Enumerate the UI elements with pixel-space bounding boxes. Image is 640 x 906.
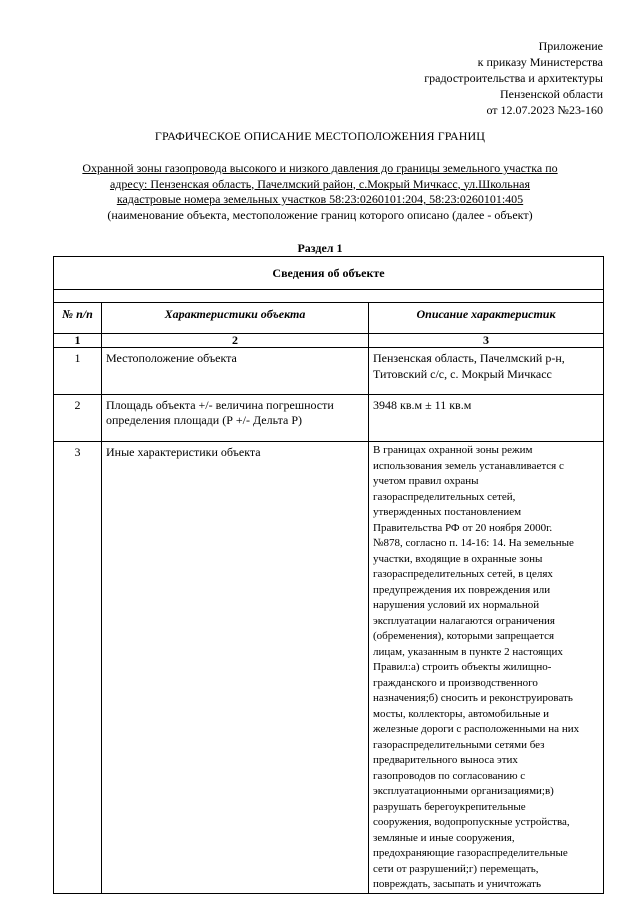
description-line: использования земель устанавливается с xyxy=(373,459,564,472)
description-line: газопроводов по согласованию с xyxy=(373,769,526,782)
header-num: № п/п xyxy=(54,303,102,334)
description-line: мосты, коллекторы, автомобильные и xyxy=(373,707,550,720)
description-line: эксплуатационными организациями;в) xyxy=(373,785,554,797)
table-header-row xyxy=(54,303,604,334)
appendix-line: к приказу Министерства xyxy=(477,55,603,69)
object-name-line: кадастровые номера земельных участков 58:23:0260101:204, 58:23:0260101:405 xyxy=(116,192,524,206)
table-spacer-row xyxy=(54,290,604,303)
appendix-header xyxy=(424,38,603,118)
appendix-line: Пензенской области xyxy=(500,87,603,101)
description-line: №878, согласно п. 14-16: 14. На земельные xyxy=(373,537,574,549)
object-name-line: Охранной зоны газопровода высокого и низкого давления до границы земельного участка по xyxy=(82,161,558,175)
table-row xyxy=(54,348,604,395)
row-description: Пензенская область, Пачелмский р-н, Титовский с/с, с. Мокрый Мичкасс xyxy=(369,348,604,395)
description-line: сооружения, водопропускные устройства, xyxy=(373,816,570,828)
description-line: участки, входящие в охранные зоны xyxy=(373,552,543,565)
description-line: Правил:а) строить объекты жилищно- xyxy=(373,661,552,673)
description-line: учетом правил охраны xyxy=(373,475,479,487)
description-line: (обременения), которыми запрещается xyxy=(373,630,555,642)
description-line: утвержденных постановлением xyxy=(373,506,522,518)
row-characteristic: Площадь объекта +/- величина погрешности определения площади (Р +/- Дельта Р) xyxy=(102,395,369,442)
row-num: 1 xyxy=(54,348,102,395)
description-line: газораспределительных сетей, xyxy=(373,490,516,503)
header-characteristic: Характеристики объекта xyxy=(102,303,369,334)
object-name-line: адресу: Пензенская область, Пачелмский район, с.Мокрый Мичкасс, ул.Школьная xyxy=(109,176,531,191)
table-row xyxy=(54,442,604,894)
description-line: газораспределительных сетей, в целях xyxy=(373,568,553,580)
row-num: 2 xyxy=(54,395,102,442)
description-line: гражданского и производственного xyxy=(373,676,538,689)
description-line: железные дороги с расположенными на них xyxy=(373,723,580,735)
appendix-line: от 12.07.2023 №23-160 xyxy=(486,103,603,117)
col-number: 3 xyxy=(369,334,604,348)
description-line: разрушать берегоукрепительные xyxy=(373,800,526,813)
description-line: Правительства РФ от 20 ноября 2000г. xyxy=(373,521,553,534)
section-title: Раздел 1 xyxy=(297,241,343,255)
column-number-row xyxy=(54,334,604,348)
table-row xyxy=(54,395,604,442)
header-description: Описание характеристик xyxy=(369,303,604,334)
table-caption: Сведения об объекте xyxy=(54,257,604,290)
description-line: повреждать, засыпать и уничтожать xyxy=(373,878,541,890)
description-line: земляные и иные сооружения, xyxy=(373,831,515,844)
appendix-line: градостроительства и архитектуры xyxy=(424,71,603,85)
description-line: нарушения условий их нормальной xyxy=(373,599,540,611)
description-line: газораспределительными сетями без xyxy=(373,738,545,751)
row-num: 3 xyxy=(54,442,102,894)
description-line: предупреждения их повреждения или xyxy=(373,583,551,596)
row-description xyxy=(369,442,604,894)
row-characteristic: Иные характеристики объекта xyxy=(102,442,369,894)
object-name-block xyxy=(48,161,592,223)
document-title: ГРАФИЧЕСКОЕ ОПИСАНИЕ МЕСТОПОЛОЖЕНИЯ ГРАНИЦ xyxy=(154,129,486,143)
description-line: сети от разрушений;г) перемещать, xyxy=(373,862,539,875)
description-line: В границах охранной зоны режим xyxy=(373,444,533,456)
object-name-note: (наименование объекта, местоположение границ которого описано (далее - объект) xyxy=(107,207,533,222)
row-characteristic: Местоположение объекта xyxy=(102,348,369,395)
description-line: назначения;б) сносить и реконструировать xyxy=(373,692,573,704)
description-line: предварительного выноса этих xyxy=(373,754,518,766)
appendix-line: Приложение xyxy=(538,39,603,53)
row-description: 3948 кв.м ± 11 кв.м xyxy=(369,395,604,442)
col-number: 1 xyxy=(54,334,102,348)
description-line: лицам, указанным в пункте 2 настоящих xyxy=(373,645,563,658)
description-line: эксплуатации налагаются ограничения xyxy=(373,614,555,627)
object-info-table xyxy=(53,256,604,894)
col-number: 2 xyxy=(102,334,369,348)
description-line: предохраняющие газораспределительные xyxy=(373,847,568,859)
